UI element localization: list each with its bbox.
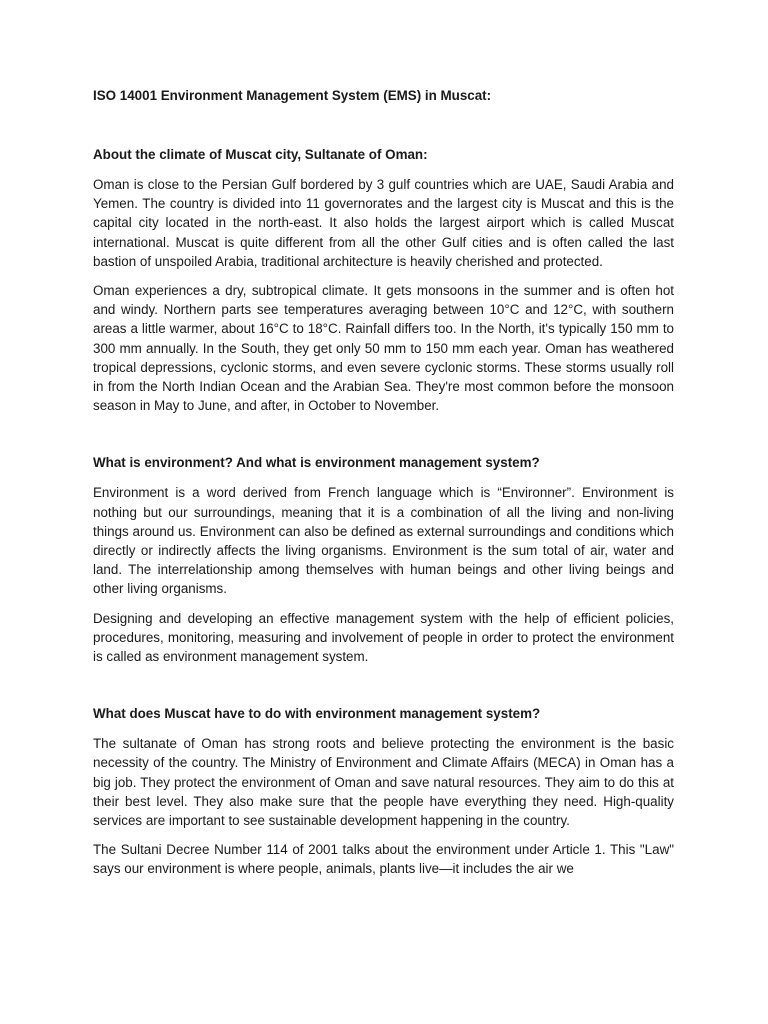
paragraph-climate-details: Oman experiences a dry, subtropical climate. It gets monsoons in the summer and is often hot and windy. Northern parts see temperatures averaging between 10°C and 12°C, with southern areas a little warmer, about 16°C to 18°C. Rainfall differs too. In the North, it's typically 150 mm to 300 mm annually. In the South, they get only 50 mm to 150 mm each year. Oman has weathered tropical depressions, cyclonic storms, and even severe cyclonic storms. These storms usually roll in from the North Indian Ocean and the Arabian Sea. They're most common before the monsoon season in May to June, and after, in October to November.: [93, 283, 674, 414]
paragraph-sultani-decree: The Sultani Decree Number 114 of 2001 talks about the environment under Article 1. This "Law" says our environment is where people, animals, plants live—it includes the air we: [93, 842, 674, 877]
paragraph-climate-intro: Oman is close to the Persian Gulf bordered by 3 gulf countries which are UAE, Saudi Arabia and Yemen. The country is divided into 11 governorates and the largest city is Muscat and this is the capital city located in the north-east. It also holds the largest airport which is called Muscat international. Muscat is quite different from all the other Gulf cities and is often called the last bastion of unspoiled Arabia, traditional architecture is heavily cherished and protected.: [93, 177, 674, 269]
section-climate: [93, 145, 674, 415]
paragraph-environment-definition: Environment is a word derived from French language which is “Environner”. Environment is nothing but our surroundings, meaning that it is a combination of all the living and non-living things around us. Environment can also be defined as external surroundings and conditions which directly or indirectly affects the living organisms. Environment is the sum total of air, water and land. The interrelationship among themselves with human beings and other living beings and other living organisms.: [93, 485, 674, 597]
section-muscat-ems: [93, 704, 674, 878]
document-body: [93, 86, 674, 879]
section-heading-climate: About the climate of Muscat city, Sultanate of Oman:: [93, 147, 428, 162]
section-heading-muscat-ems: What does Muscat have to do with environment management system?: [93, 706, 541, 722]
paragraph-oman-environment-ministry: The sultanate of Oman has strong roots and believe protecting the environment is the basic necessity of the country. The Ministry of Environment and Climate Affairs (MECA) in Oman has a big job. They protect the environment of Oman and save natural resources. They aim to do this at their best level. They also make sure that the people have everything they need. High-quality services are important to see sustainable development happening in the country.: [93, 736, 674, 829]
section-environment: [93, 453, 674, 666]
paragraph-ems-definition: Designing and developing an effective management system with the help of efficient policies, procedures, monitoring, measuring and involvement of people in order to protect the environment is called as environment management system.: [93, 610, 674, 665]
document-title: ISO 14001 Environment Management System (EMS) in Muscat:: [93, 88, 492, 103]
section-heading-environment: What is environment? And what is environment management system?: [93, 455, 540, 471]
